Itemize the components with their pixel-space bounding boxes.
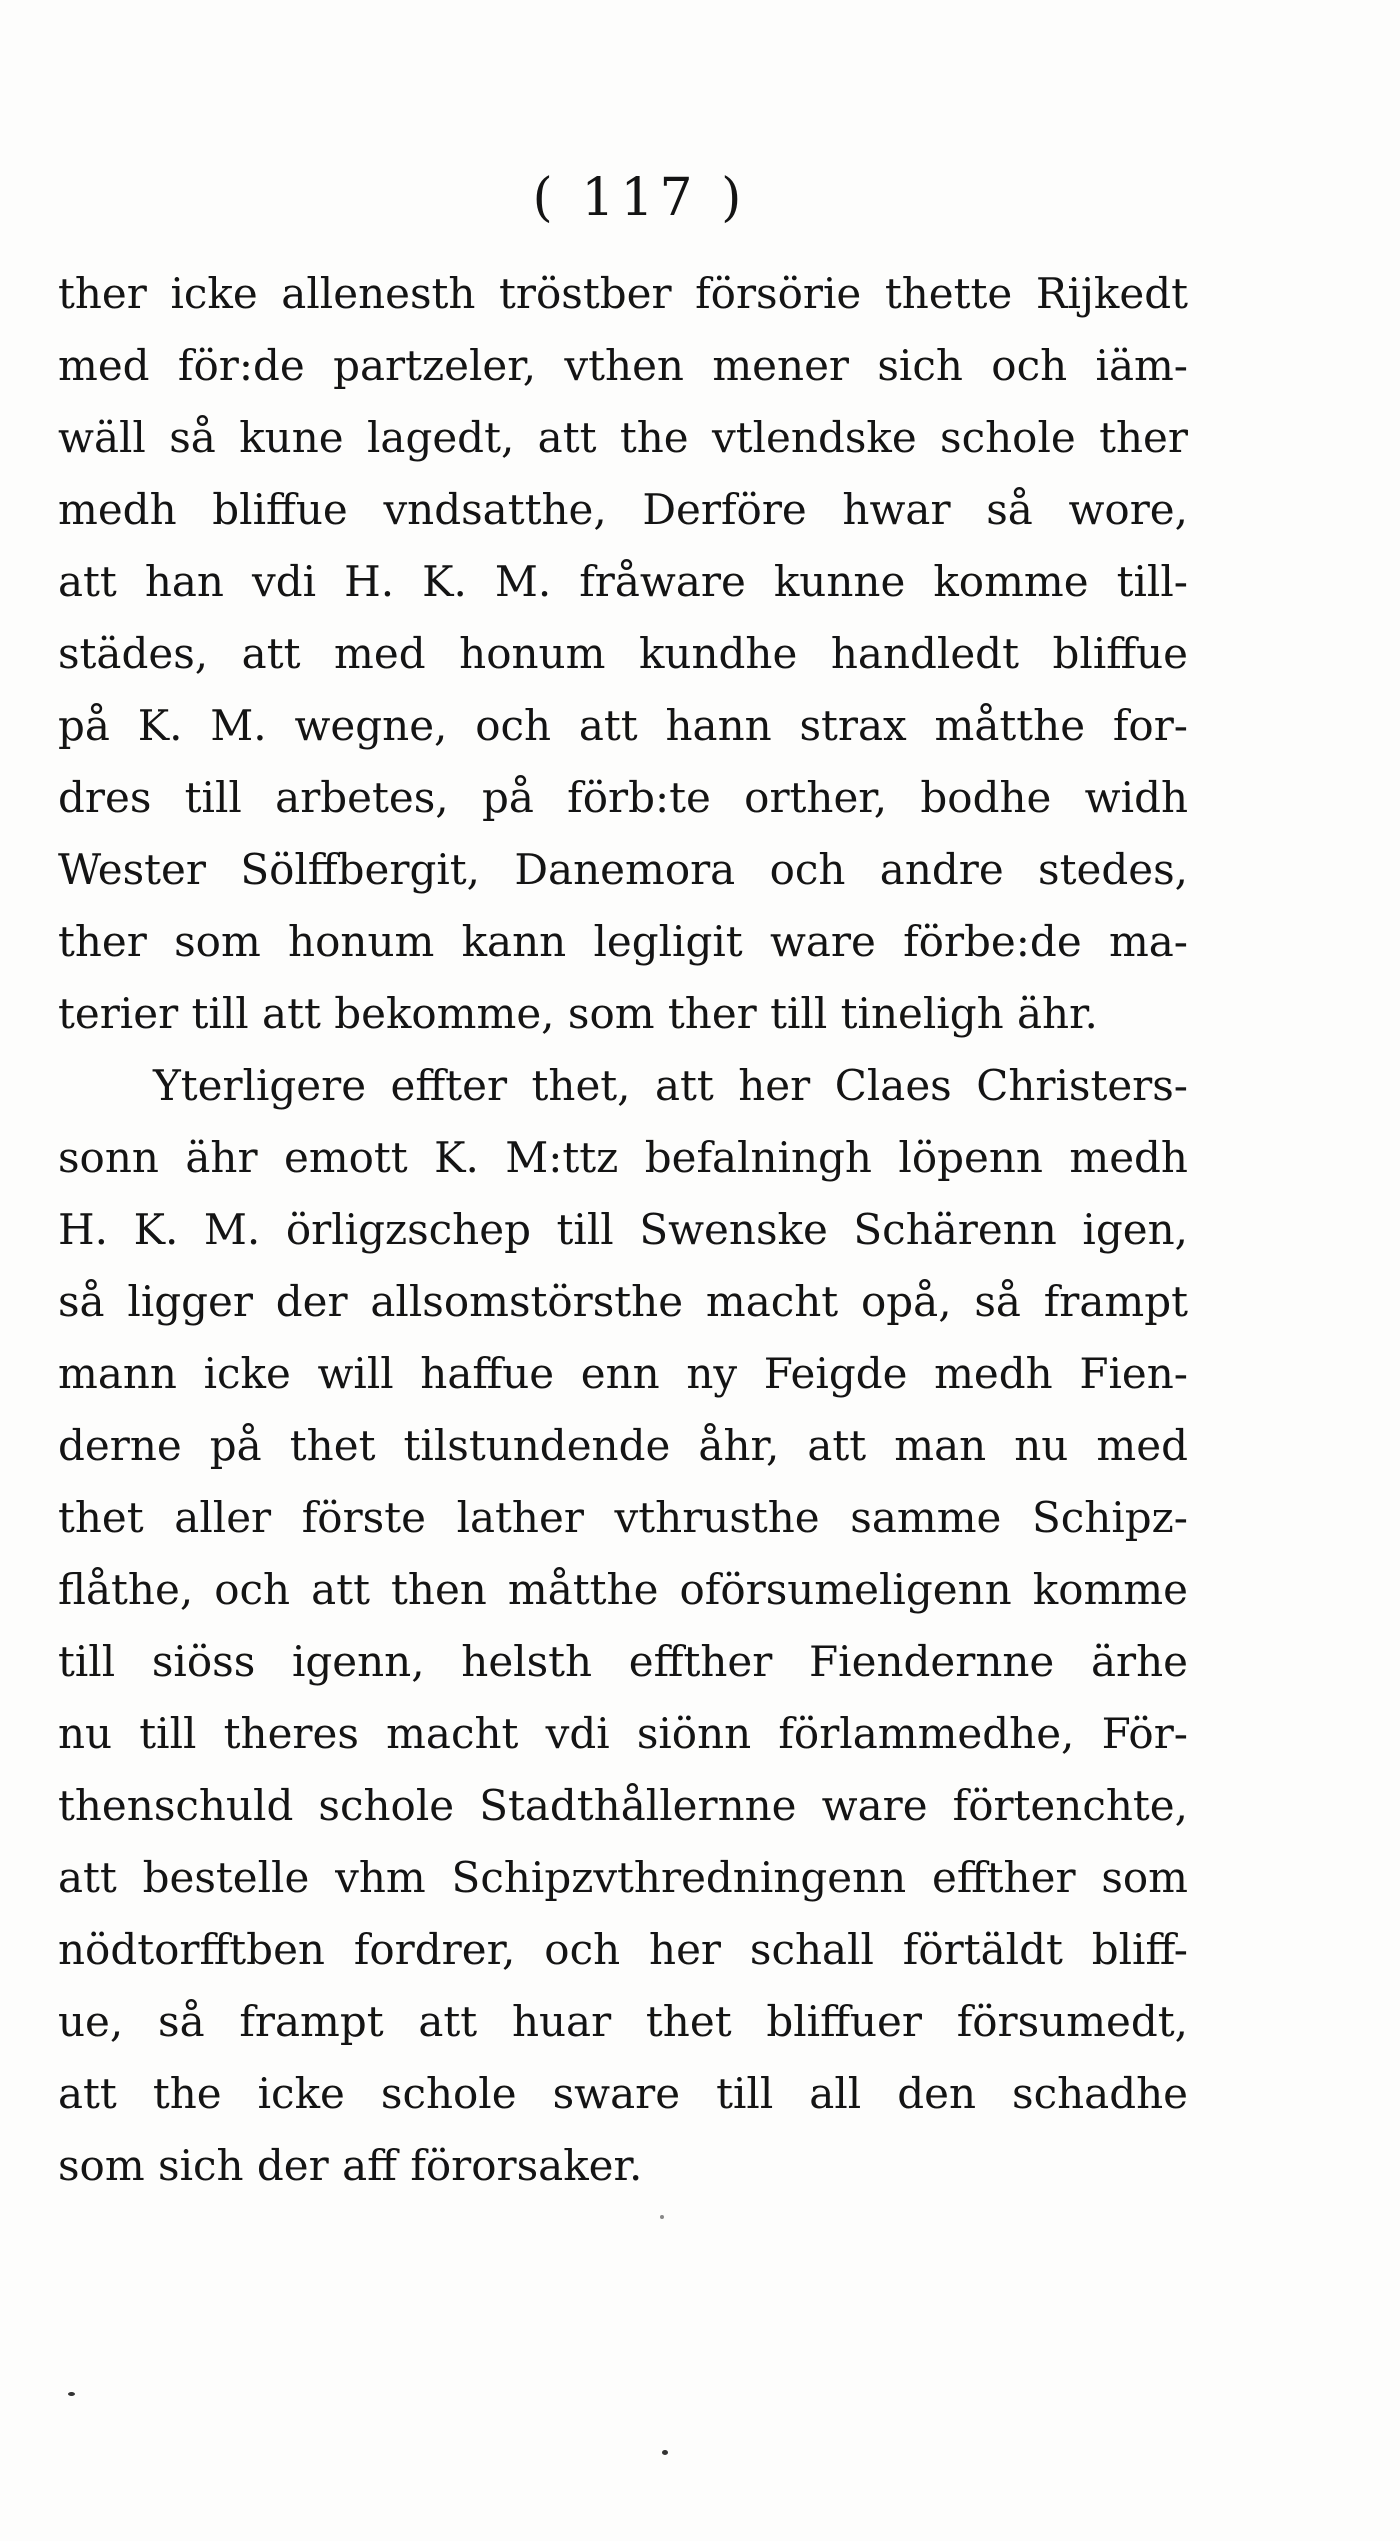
scan-speck bbox=[660, 2215, 664, 2219]
text-line: mann icke will haffue enn ny Feigde medh Fien- bbox=[58, 1349, 1188, 1398]
text-line: så ligger der allsomstörsthe macht opå, så frampt bbox=[58, 1277, 1188, 1326]
text-line: flåthe, och att then måtthe oförsumeligenn komme bbox=[58, 1565, 1188, 1614]
text-line: dres till arbetes, på förb:te orther, bodhe widh bbox=[58, 773, 1188, 822]
scan-speck bbox=[662, 2450, 668, 2455]
text-line: som sich der aff förorsaker. bbox=[58, 2141, 643, 2190]
text-line: medh bliffue vndsatthe, Derföre hwar så wore, bbox=[58, 485, 1188, 534]
text-line: thet aller förste lather vthrusthe samme Schipz- bbox=[58, 1493, 1188, 1542]
text-line: Yterligere effter thet, att her Claes Christers- bbox=[153, 1061, 1188, 1110]
text-line: thenschuld schole Stadthållernne ware förtenchte, bbox=[58, 1781, 1188, 1830]
body-text bbox=[58, 258, 1188, 2202]
text-line: H. K. M. örligzschep till Swenske Schärenn igen, bbox=[58, 1205, 1188, 1254]
text-line: derne på thet tilstundende åhr, att man nu med bbox=[58, 1421, 1188, 1470]
text-line: wäll så kune lagedt, att the vtlendske schole ther bbox=[58, 413, 1188, 462]
text-line: ue, så frampt att huar thet bliffuer försumedt, bbox=[58, 1997, 1188, 2046]
text-line: terier till att bekomme, som ther till tineligh ähr. bbox=[58, 989, 1098, 1038]
text-line: på K. M. wegne, och att hann strax måtthe for- bbox=[58, 701, 1188, 750]
text-line: sonn ähr emott K. M:ttz befalningh löpenn medh bbox=[58, 1133, 1188, 1182]
text-line: Wester Sölffbergit, Danemora och andre stedes, bbox=[58, 845, 1188, 894]
text-line: med för:de partzeler, vthen mener sich och iäm- bbox=[58, 341, 1188, 390]
text-line: att han vdi H. K. M. fråware kunne komme till- bbox=[58, 557, 1188, 606]
text-line: nödtorfftben fordrer, och her schall förtäldt bliff- bbox=[58, 1925, 1188, 1974]
text-line: ther icke allenesth tröstber försörie thette Rijkedt bbox=[58, 269, 1188, 318]
text-line: städes, att med honum kundhe handledt bliffue bbox=[58, 629, 1188, 678]
paragraph-1 bbox=[58, 258, 1188, 1050]
text-line: att bestelle vhm Schipzvthredningenn effther som bbox=[58, 1853, 1188, 1902]
text-line: till siöss igenn, helsth effther Fiendernne ärhe bbox=[58, 1637, 1188, 1686]
text-line: ther som honum kann legligit ware förbe:de ma- bbox=[58, 917, 1188, 966]
text-line: att the icke schole sware till all den schadhe bbox=[58, 2069, 1188, 2118]
paragraph-2 bbox=[58, 1050, 1188, 2202]
text-line: nu till theres macht vdi siönn förlammedhe, För- bbox=[58, 1709, 1188, 1758]
page-number: ( 117 ) bbox=[532, 168, 748, 228]
scan-speck bbox=[68, 2392, 75, 2396]
